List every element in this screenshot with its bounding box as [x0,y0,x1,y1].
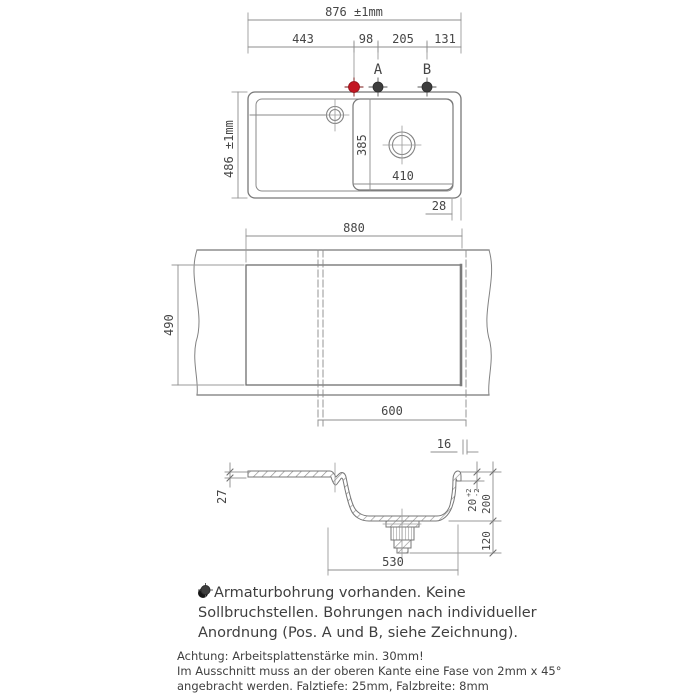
dim-reveal-label: 16 [436,437,452,451]
section-view [215,462,501,575]
break-line-left [194,250,199,395]
dim-rim-tol-minus-label: -2 [473,488,481,497]
dim-section-bowl-width-label: 530 [382,555,404,569]
dim-right-rim-label: 28 [431,199,447,213]
dim-cutout-width-label: 880 [343,221,365,235]
warning-line3: angebracht werden. Falztiefe: 25mm, Falzbreite: 8mm [177,679,489,694]
drain-tail [397,548,408,553]
hole-b-label: B [422,62,432,78]
dim-sink-height [222,92,238,198]
dim-rim-height [215,463,233,504]
drainboard [250,99,349,131]
dim-bowl-width [353,169,453,184]
dim-segment-chain [248,32,461,52]
dim-cutout-height [162,265,244,385]
main-note-line2-text: Sollbruchstellen. Bohrungen nach individueller [198,605,537,621]
dim-bowl-width-label: 410 [392,169,414,183]
dim-drain-height-label: 120 [480,531,493,551]
dim-cabinet-width [318,404,466,420]
warning-line1: Achtung: Arbeitsplattenstärke min. 30mm! [177,649,424,663]
warning-note [177,649,561,695]
warning-line2: Im Ausschnitt muss an der oberen Kante eine Fase von 2mm x 45° [177,664,562,679]
dim-reveal [431,437,478,454]
dim-cutout-height-label: 490 [162,314,176,336]
faucet-hole-existing-icon [349,82,360,93]
hole-a-label: A [373,62,383,78]
main-note-line2 [198,603,598,623]
drain-nut [394,540,411,548]
main-note-line1-text: Armaturbohrung vorhanden. Keine [214,585,466,601]
dim-seg3-label: 205 [392,32,414,46]
dim-rim-tol-base-label: 20 [466,498,479,512]
main-note-line3-pre: Anordnung ( [198,625,288,641]
dim-rim-tol-plus-label: +2 [465,488,473,497]
dim-right-rim [426,198,461,220]
faucet-hole-existing [345,78,363,96]
faucet-hole-b [418,78,436,96]
main-note-line3-post: Pos. A und B, siehe Zeichnung). [287,625,519,641]
top-view [222,5,461,220]
dim-seg2-label: 98 [358,32,374,46]
break-line-right [487,250,492,395]
cutout-rect [246,265,461,385]
faucet-hole-a-icon [373,82,383,92]
dim-seg4-label: 131 [434,32,456,46]
main-note [198,583,598,643]
dim-cutout-width [246,221,462,262]
drain-thread [391,527,414,540]
dim-bowl-depth [355,99,370,190]
cutout-view [162,221,492,454]
drain-assembly [386,521,419,553]
dim-total-width [248,5,461,20]
dim-drain-height [410,521,501,556]
dim-cabinet-width-label: 600 [381,404,403,418]
dim-sink-height-label: 486 ±1mm [222,120,236,178]
top-view-extension-lines [232,13,461,198]
bowl-drain [383,126,421,164]
sink-section-profile [248,471,461,521]
dim-bowl-depth-label: 385 [355,134,369,156]
faucet-hole-b-icon [422,82,432,92]
dim-total-width-label: 876 ±1mm [325,5,383,19]
cabinet-dashed-lines [318,250,466,426]
dim-bowl-total-depth-label: 200 [480,494,493,514]
dim-seg1-label: 443 [292,32,314,46]
faucet-hole-a [369,78,387,96]
main-note-line3 [198,623,598,643]
dim-rim-height-label: 27 [215,489,229,504]
drill-position-icon [198,583,213,597]
main-note-line1 [198,583,598,603]
